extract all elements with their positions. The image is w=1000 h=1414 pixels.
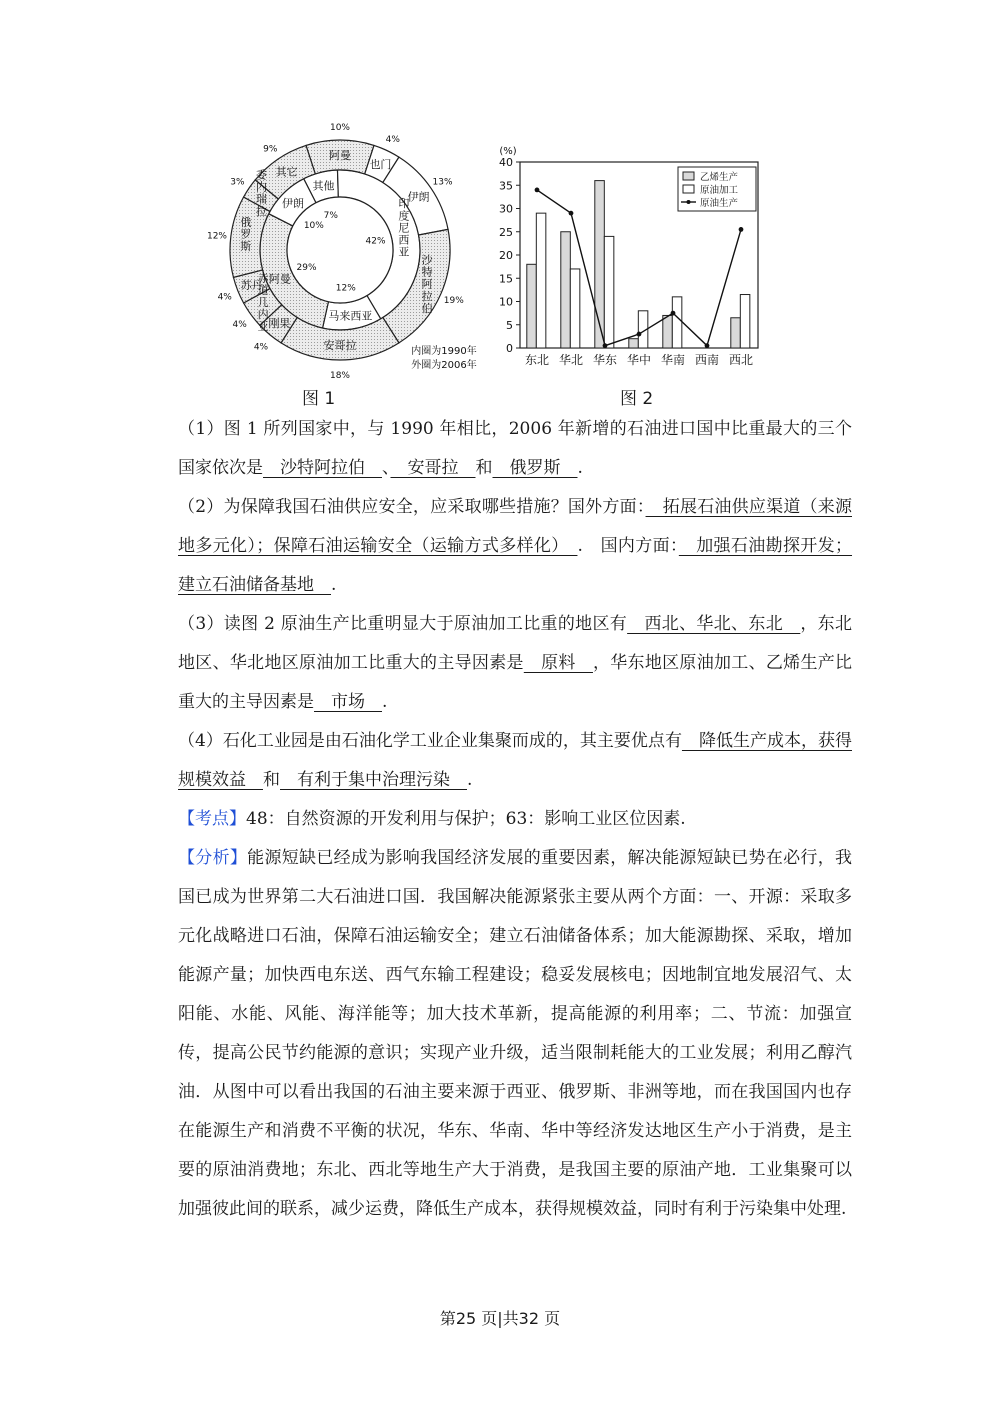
legend-label: 原油加工 [700, 185, 739, 196]
answer-blank: 加强石油勘探开发；建立石油储备基地 [178, 536, 853, 595]
question-text: 、 [382, 458, 391, 478]
fenxi-label: 【分析】 [178, 848, 248, 868]
inner-ring-label: 阿曼 [268, 272, 291, 286]
kaodian-paragraph [178, 800, 852, 839]
x-tick-label: 华南 [660, 353, 686, 367]
answer-blank: 沙特阿拉伯 [263, 458, 382, 478]
figure-2-caption: 图 2 [620, 389, 654, 409]
answer-blank: 原料 [523, 653, 593, 673]
x-tick-label: 华北 [558, 353, 584, 367]
figure-1-ring-chart [172, 122, 502, 384]
inner-ring-label: 马来西亚 [328, 309, 373, 323]
outer-ring-label: 赤道几内亚 [257, 271, 269, 334]
answer-blank: 降低生产成本，获得规模效益 [178, 731, 852, 790]
figure-2-bar-chart [490, 140, 780, 380]
x-tick-label: 东北 [524, 353, 550, 367]
outer-ring-percent: 4% [385, 134, 400, 145]
line-point [637, 332, 642, 337]
outer-ring-label: 沙特阿拉伯 [421, 253, 433, 315]
question-text: （4）石化工业园是由石油化学工业企业集聚而成的，其主要优点有 [178, 731, 682, 751]
bar-原油加工 [604, 236, 614, 348]
outer-ring-label: 其它 [275, 165, 298, 179]
y-tick-label: 20 [499, 249, 513, 262]
inner-ring-label: 其他 [312, 179, 335, 193]
legend-swatch [683, 185, 694, 193]
bar-chart-svg [490, 140, 780, 380]
bar-原油加工 [740, 295, 750, 348]
line-point [705, 343, 710, 348]
legend-swatch-point [687, 200, 691, 204]
question-text: ，东北地区、华北地区原油加工比重大的主导因素是 [178, 614, 852, 673]
ring-legend-outer: 外圈为2006年 [411, 360, 477, 371]
x-tick-label: 西南 [694, 353, 720, 367]
legend-label: 乙烯生产 [700, 172, 739, 183]
line-point [603, 343, 608, 348]
question-2 [178, 488, 852, 605]
outer-ring-label: 俄罗斯 [240, 215, 252, 254]
question-3 [178, 605, 852, 722]
inner-ring-percent: 10% [303, 220, 324, 231]
inner-ring-percent: 12% [335, 283, 356, 294]
y-tick-label: 25 [499, 225, 513, 239]
outer-ring-percent: 13% [432, 177, 453, 188]
outer-ring-percent: 19% [443, 296, 464, 307]
question-text: . [467, 770, 473, 790]
bar-乙烯生产 [561, 232, 571, 348]
outer-ring-percent: 18% [329, 371, 351, 381]
bar-乙烯生产 [527, 264, 537, 348]
bar-乙烯生产 [629, 339, 639, 348]
outer-ring-label: 伊朗 [407, 190, 430, 204]
outer-ring-percent: 4% [253, 342, 269, 353]
question-text: . [382, 692, 388, 712]
outer-ring-label: 阿曼 [329, 149, 351, 162]
y-tick-label: 35 [499, 179, 513, 193]
inner-ring-percent: 42% [365, 236, 386, 247]
outer-ring-label: 委内瑞拉 [255, 168, 267, 218]
question-text: 和 [263, 770, 280, 790]
x-tick-label: 华中 [626, 353, 652, 367]
x-tick-label: 华东 [592, 353, 618, 367]
question-4 [178, 722, 852, 800]
page-footer: 第25 页|共32 页 [439, 1309, 561, 1328]
answer-blank: 拓展石油供应渠道（来源地多元化）；保障石油运输安全（运输方式多样化） [178, 497, 852, 556]
inner-ring-label: 伊朗 [281, 196, 304, 210]
question-text: （1）图 1 所列国家中，与 1990 年相比，2006 年新增的石油进口国中比重最大的三个国家依次是 [178, 419, 852, 478]
outer-ring-percent: 12% [206, 231, 227, 242]
inner-ring-percent: 29% [296, 262, 317, 273]
line-point [739, 227, 744, 232]
answer-blank: 市场 [314, 692, 382, 712]
y-tick-label: 15 [499, 272, 513, 286]
inner-ring-percent: 7% [323, 211, 338, 222]
answer-text-block [178, 410, 852, 1229]
outer-ring-percent: 3% [230, 177, 245, 188]
outer-ring-percent: 4% [232, 319, 247, 330]
question-text: ，华东地区原油加工、乙烯生产比重大的主导因素是 [178, 653, 853, 712]
bar-原油加工 [570, 269, 580, 348]
ring-chart-svg [172, 122, 502, 384]
question-text: （2）为保障我国石油供应安全，应采取哪些措施？国外方面： [178, 497, 646, 517]
y-tick-label: 0 [506, 342, 513, 355]
question-text: . [331, 575, 337, 595]
y-axis-label: (%) [499, 146, 517, 157]
bar-乙烯生产 [663, 315, 673, 348]
question-list [178, 410, 852, 800]
question-text: 和 [475, 458, 493, 478]
outer-ring-label: 也门 [369, 158, 392, 172]
question-text: . [577, 458, 583, 478]
line-point [671, 311, 676, 316]
fenxi-text: 能源短缺已经成为影响我国经济发展的重要因素，解决能源短缺已势在必行，我国已成为世界第二大石油进口国．我国解决能源紧张主要从两个方面：一、开源：采取多元化战略进口石油，保障石油运输安全；建立石油储备体系；加大能源勘探、采取，增加能源产量；加快西电东送、西气东输工程建设；稳妥发展核电；因地制宜地发展沼气、太阳能、水能、风能、海洋能等；加大技术革新，提高能源的利用率；二、节流：加强宣传，提高公民节约能源的意识；实现产业升级，适当限制耗能大的工业发展；利用乙醇汽油．从图中可以看出我国的石油主要来源于西亚、俄罗斯、非洲等地，而在我国国内也存在能源生产和消费不平衡的状况，华东、华南、华中等经济发达地区生产小于消费，是主要的原油消费地；东北、西北等地生产大于消费，是我国主要的原油产地．工业集聚可以加强彼此间的联系，减少运费，降低生产成本，获得规模效益，同时有利于污染集中处理. [178, 848, 853, 1219]
outer-ring-percent: 10% [329, 123, 351, 133]
answer-blank: 俄罗斯 [492, 458, 578, 478]
bar-原油加工 [536, 213, 546, 348]
kaodian-label: 【考点】 [178, 809, 246, 829]
question-text: （3）读图 2 原油生产比重明显大于原油加工比重的地区有 [178, 614, 628, 634]
bar-乙烯生产 [731, 318, 741, 348]
x-tick-label: 西北 [728, 353, 754, 367]
ring-legend-inner: 内圈为1990年 [411, 346, 477, 357]
legend-swatch [683, 172, 694, 180]
outer-ring-percent: 4% [217, 292, 232, 303]
y-tick-label: 10 [499, 295, 513, 309]
line-point [535, 188, 540, 193]
outer-ring-label: 苏丹 [240, 278, 263, 292]
outer-ring-label: 安哥拉 [323, 339, 357, 352]
inner-ring-label: 印度尼西亚 [398, 197, 410, 259]
question-text: . 国内方面： [577, 536, 679, 556]
fenxi-paragraph [178, 839, 852, 1229]
figure-1-caption: 图 1 [302, 389, 336, 409]
y-tick-label: 40 [499, 156, 513, 169]
y-tick-label: 5 [506, 318, 513, 332]
kaodian-text: 48：自然资源的开发利用与保护；63：影响工业区位因素. [246, 809, 686, 829]
answer-blank: 安哥拉 [390, 458, 476, 478]
outer-ring-percent: 9% [263, 144, 278, 155]
y-tick-label: 30 [499, 202, 513, 216]
legend-label: 原油生产 [700, 198, 739, 209]
answer-blank: 西北、华北、东北 [627, 614, 801, 634]
question-1 [178, 410, 852, 488]
answer-blank: 有利于集中治理污染 [280, 770, 467, 790]
outer-ring-label: 刚果 [268, 317, 291, 331]
line-point [569, 211, 574, 216]
bar-原油加工 [672, 297, 682, 348]
